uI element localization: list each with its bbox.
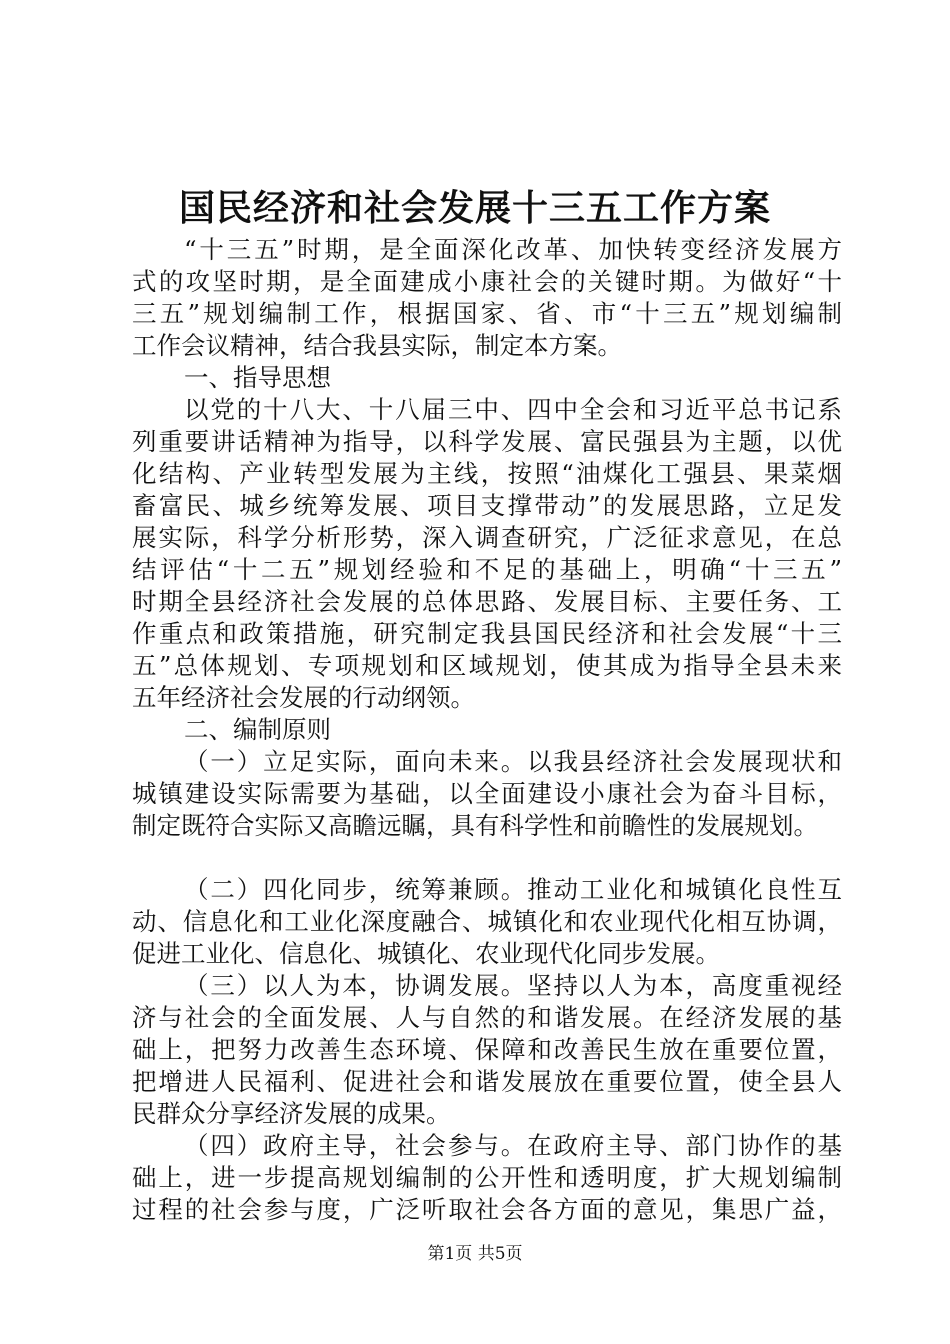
paragraph-line: 过程的社会参与度，广泛听取社会各方面的意见，集思广益，	[132, 1195, 842, 1224]
paragraph-line: 畜富民、城乡统筹发展、项目支撑带动”的发展思路，立足发	[132, 491, 842, 520]
paragraph-line: 五年经济社会发展的行动纲领。	[132, 683, 475, 712]
paragraph-line: 以党的十八大、十八届三中、四中全会和习近平总书记系	[184, 395, 842, 424]
paragraph-line: 制定既符合实际又高瞻远瞩，具有科学性和前瞻性的发展规划。	[132, 811, 818, 840]
paragraph-line: 促进工业化、信息化、城镇化、农业现代化同步发展。	[132, 939, 720, 968]
paragraph-line: 结评估“十二五”规划经验和不足的基础上，明确“十三五”	[132, 555, 842, 584]
paragraph-line: “十三五”时期，是全面深化改革、加快转变经济发展方	[184, 235, 842, 264]
paragraph-line: 把增进人民福利、促进社会和谐发展放在重要位置，使全县人	[132, 1067, 842, 1096]
paragraph-line: （一）立足实际，面向未来。以我县经济社会发展现状和	[184, 747, 842, 776]
paragraph-line: 列重要讲话精神为指导，以科学发展、富民强县为主题，以优	[132, 427, 842, 456]
paragraph-line: （二）四化同步，统筹兼顾。推动工业化和城镇化良性互	[184, 875, 842, 904]
paragraph-line: （三）以人为本，协调发展。坚持以人为本，高度重视经	[184, 971, 842, 1000]
paragraph-line: 动、信息化和工业化深度融合、城镇化和农业现代化相互协调，	[132, 907, 842, 936]
page-number-footer: 第1页 共5页	[427, 1244, 523, 1264]
paragraph-line: （四）政府主导，社会参与。在政府主导、部门协作的基	[184, 1131, 842, 1160]
paragraph-line: 式的攻坚时期，是全面建成小康社会的关键时期。为做好“十	[132, 267, 842, 296]
paragraph-line: 展实际，科学分析形势，深入调查研究，广泛征求意见，在总	[132, 523, 842, 552]
paragraph-line: 济与社会的全面发展、人与自然的和谐发展。在经济发展的基	[132, 1003, 842, 1032]
paragraph-line: 五”总体规划、专项规划和区域规划，使其成为指导全县未来	[132, 651, 842, 680]
section-heading: 一、指导思想	[184, 363, 331, 392]
paragraph-line: 工作会议精神，结合我县实际，制定本方案。	[132, 331, 622, 360]
paragraph-line: 时期全县经济社会发展的总体思路、发展目标、主要任务、工	[132, 587, 842, 616]
paragraph-line: 化结构、产业转型发展为主线，按照“油煤化工强县、果菜烟	[132, 459, 842, 488]
paragraph-gap	[132, 842, 842, 874]
paragraph-line: 三五”规划编制工作，根据国家、省、市“十三五”规划编制	[132, 299, 842, 328]
section-heading: 二、编制原则	[184, 715, 331, 744]
paragraph-line: 础上，把努力改善生态环境、保障和改善民生放在重要位置，	[132, 1035, 842, 1064]
paragraph-line: 础上，进一步提高规划编制的公开性和透明度，扩大规划编制	[132, 1163, 842, 1192]
paragraph-line: 作重点和政策措施，研究制定我县国民经济和社会发展“十三	[132, 619, 842, 648]
document-body	[132, 234, 842, 1226]
paragraph-line: 民群众分享经济发展的成果。	[132, 1099, 451, 1128]
paragraph-line: 城镇建设实际需要为基础，以全面建设小康社会为奋斗目标，	[132, 779, 842, 808]
document-title: 国民经济和社会发展十三五工作方案	[178, 187, 771, 229]
